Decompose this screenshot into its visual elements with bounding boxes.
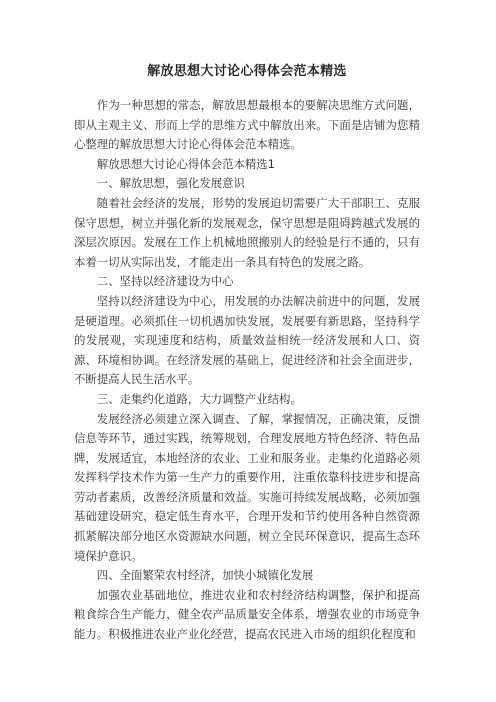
section-body-4: 加强农业基础地位，推进农业和农村经济结构调整，保护和提高粮食综合生产能力，健全农产品质量安全体系，增强农业的市场竞争能力。积极推进农业产业化经营，提高农民进入市场的组织化程度和 <box>74 587 420 642</box>
intro-paragraph: 作为一种思想的常态，解放思想最根本的要解决思维方式问题，即从主观主义、形而上学的思维方式中解放出来。下面是店铺为您精心整理的解放思想大讨论心得体会范本精选。 <box>74 98 420 152</box>
section-body-3: 发展经济必须建立深入调查、了解，掌握情况，正确决策，反馈信息等环节，通过实践，统筹规划，合理发展地方特色经济、特色品牌，发展适宜，本地经济的农业、工业和服务业。走集约化道路必须发挥科学技术作为第一生产力的重要作用，注重依靠科技进步和提高劳动者素质，改善经济质量和效益。实施可持续发展战略，必须加强基础建设研究，稳定低生育水平，合理开发和节约使用各种自然资源抓紧解决部分地区水资源缺水问题，树立全民环保意识，提高生态环境保护意识。 <box>74 411 420 563</box>
section-body-2: 坚持以经济建设为中心，用发展的办法解决前进中的问题，发展是硬道理。必须抓住一切机遇加快发展，发展要有新思路，坚持科学的发展观，实现速度和结构，质量效益相统一经济发展和人口、资源、环境相协调。在经济发展的基础上，促进经济和社会全面进步，不断提高人民生活水平。 <box>74 293 420 387</box>
section-heading-2: 二、坚持以经济建设为中心 <box>96 274 234 289</box>
section-heading-1: 一、解放思想，强化发展意识 <box>96 176 245 191</box>
section-heading-3: 三、走集约化道路，大力调整产业结构。 <box>96 391 302 406</box>
document-title: 解放思想大讨论心得体会范本精选 <box>147 64 347 79</box>
section-heading-4: 四、全面繁荣农村经济，加快小城镇化发展 <box>96 568 314 583</box>
section-body-1: 随着社会经济的发展，形势的发展迫切需要广大干部职工、克服保守思想，树立并强化新的发展观念，保守思想是阻碍跨越式发展的深层次原因。发展在工作上机械地照搬别人的经验是行不通的，只有本着一切从实际出发，才能走出一条具有特色的发展之路。 <box>74 195 420 269</box>
subtitle: 解放思想大讨论心得体会范本精选1 <box>96 156 275 171</box>
